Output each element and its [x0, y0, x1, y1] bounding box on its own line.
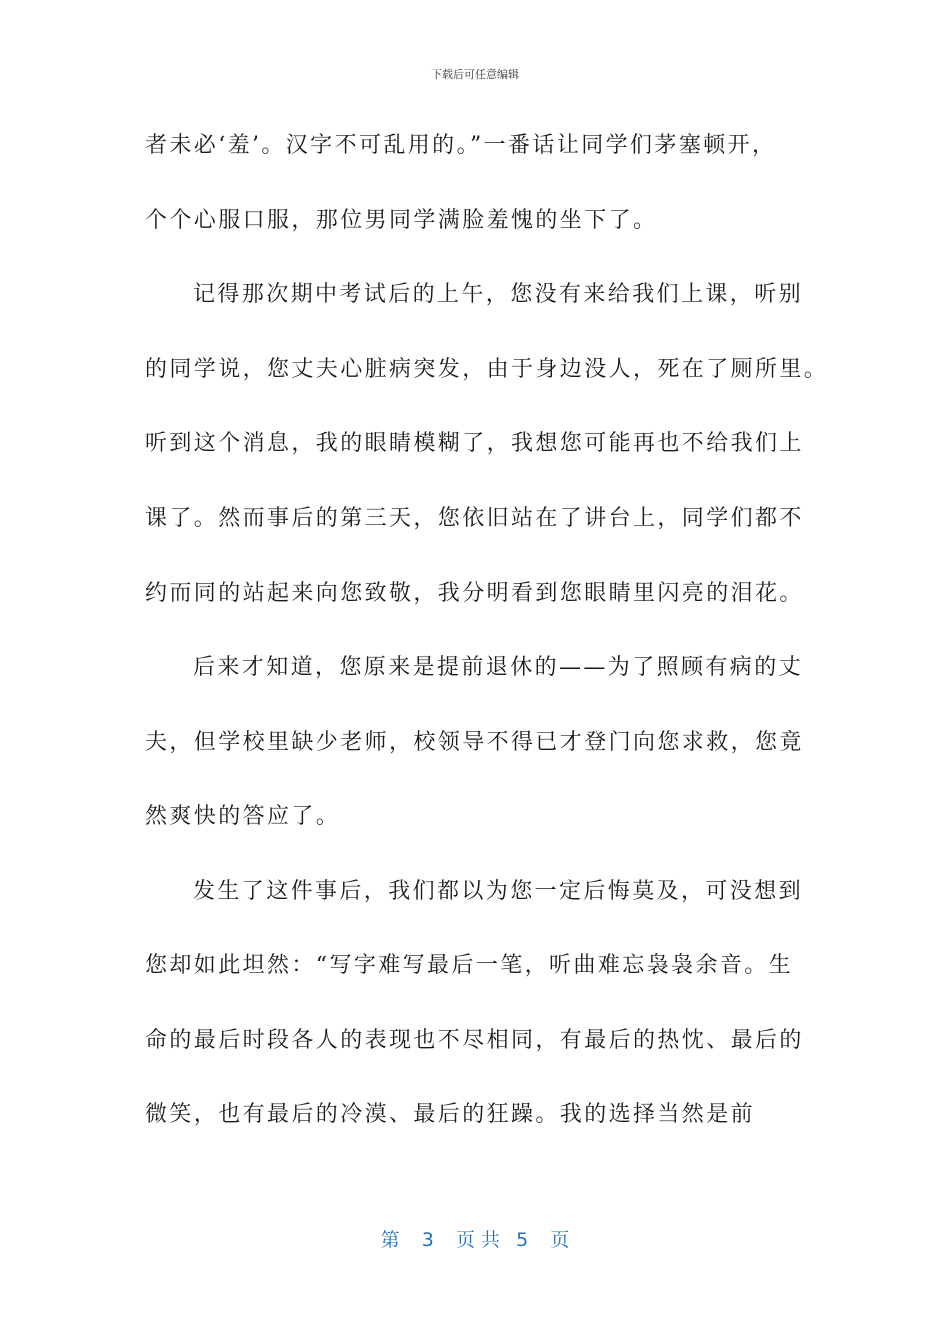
- text-line: 夫，但学校里缺少老师，校领导不得已才登门向您求救，您竟: [145, 730, 804, 755]
- page-suffix: 页: [550, 1229, 570, 1251]
- text-line: 约而同的站起来向您致敬，我分明看到您眼睛里闪亮的泪花。: [145, 581, 804, 606]
- total-label: 页 共: [455, 1229, 501, 1251]
- text-line: 者未必‘羞’。汉字不可乱用的。”一番话让同学们茅塞顿开，: [145, 133, 777, 158]
- paragraph-start-line: 后来才知道，您原来是提前退休的——为了照顾有病的丈: [193, 655, 804, 680]
- text-line: 微笑，也有最后的冷漠、最后的狂躁。我的选择当然是前: [145, 1102, 756, 1127]
- total-pages-number: 5: [516, 1229, 529, 1251]
- text-line: 然爽快的答应了。: [145, 804, 341, 829]
- text-line: 您却如此坦然：“写字难写最后一笔，听曲难忘袅袅余音。生: [145, 953, 794, 978]
- page-header: 下载后可任意编辑: [431, 68, 519, 81]
- paragraph-start-line: 发生了这件事后，我们都以为您一定后悔莫及，可没想到: [193, 879, 804, 904]
- paragraph-start-line: 记得那次期中考试后的上午，您没有来给我们上课，听别: [193, 282, 804, 307]
- text-line: 命的最后时段各人的表现也不尽相同，有最后的热忱、最后的: [145, 1028, 804, 1053]
- text-line: 的同学说，您丈夫心脏病突发，由于身边没人，死在了厕所里。: [145, 357, 829, 382]
- text-line: 个个心服口服，那位男同学满脸羞愧的坐下了。: [145, 208, 658, 233]
- text-line: 课了。然而事后的第三天，您依旧站在了讲台上，同学们都不: [145, 506, 804, 531]
- current-page-number: 3: [421, 1229, 434, 1251]
- text-line: 听到这个消息，我的眼睛模糊了，我想您可能再也不给我们上: [145, 431, 804, 456]
- page-label: 第: [380, 1229, 400, 1251]
- page-footer: [0, 1225, 950, 1252]
